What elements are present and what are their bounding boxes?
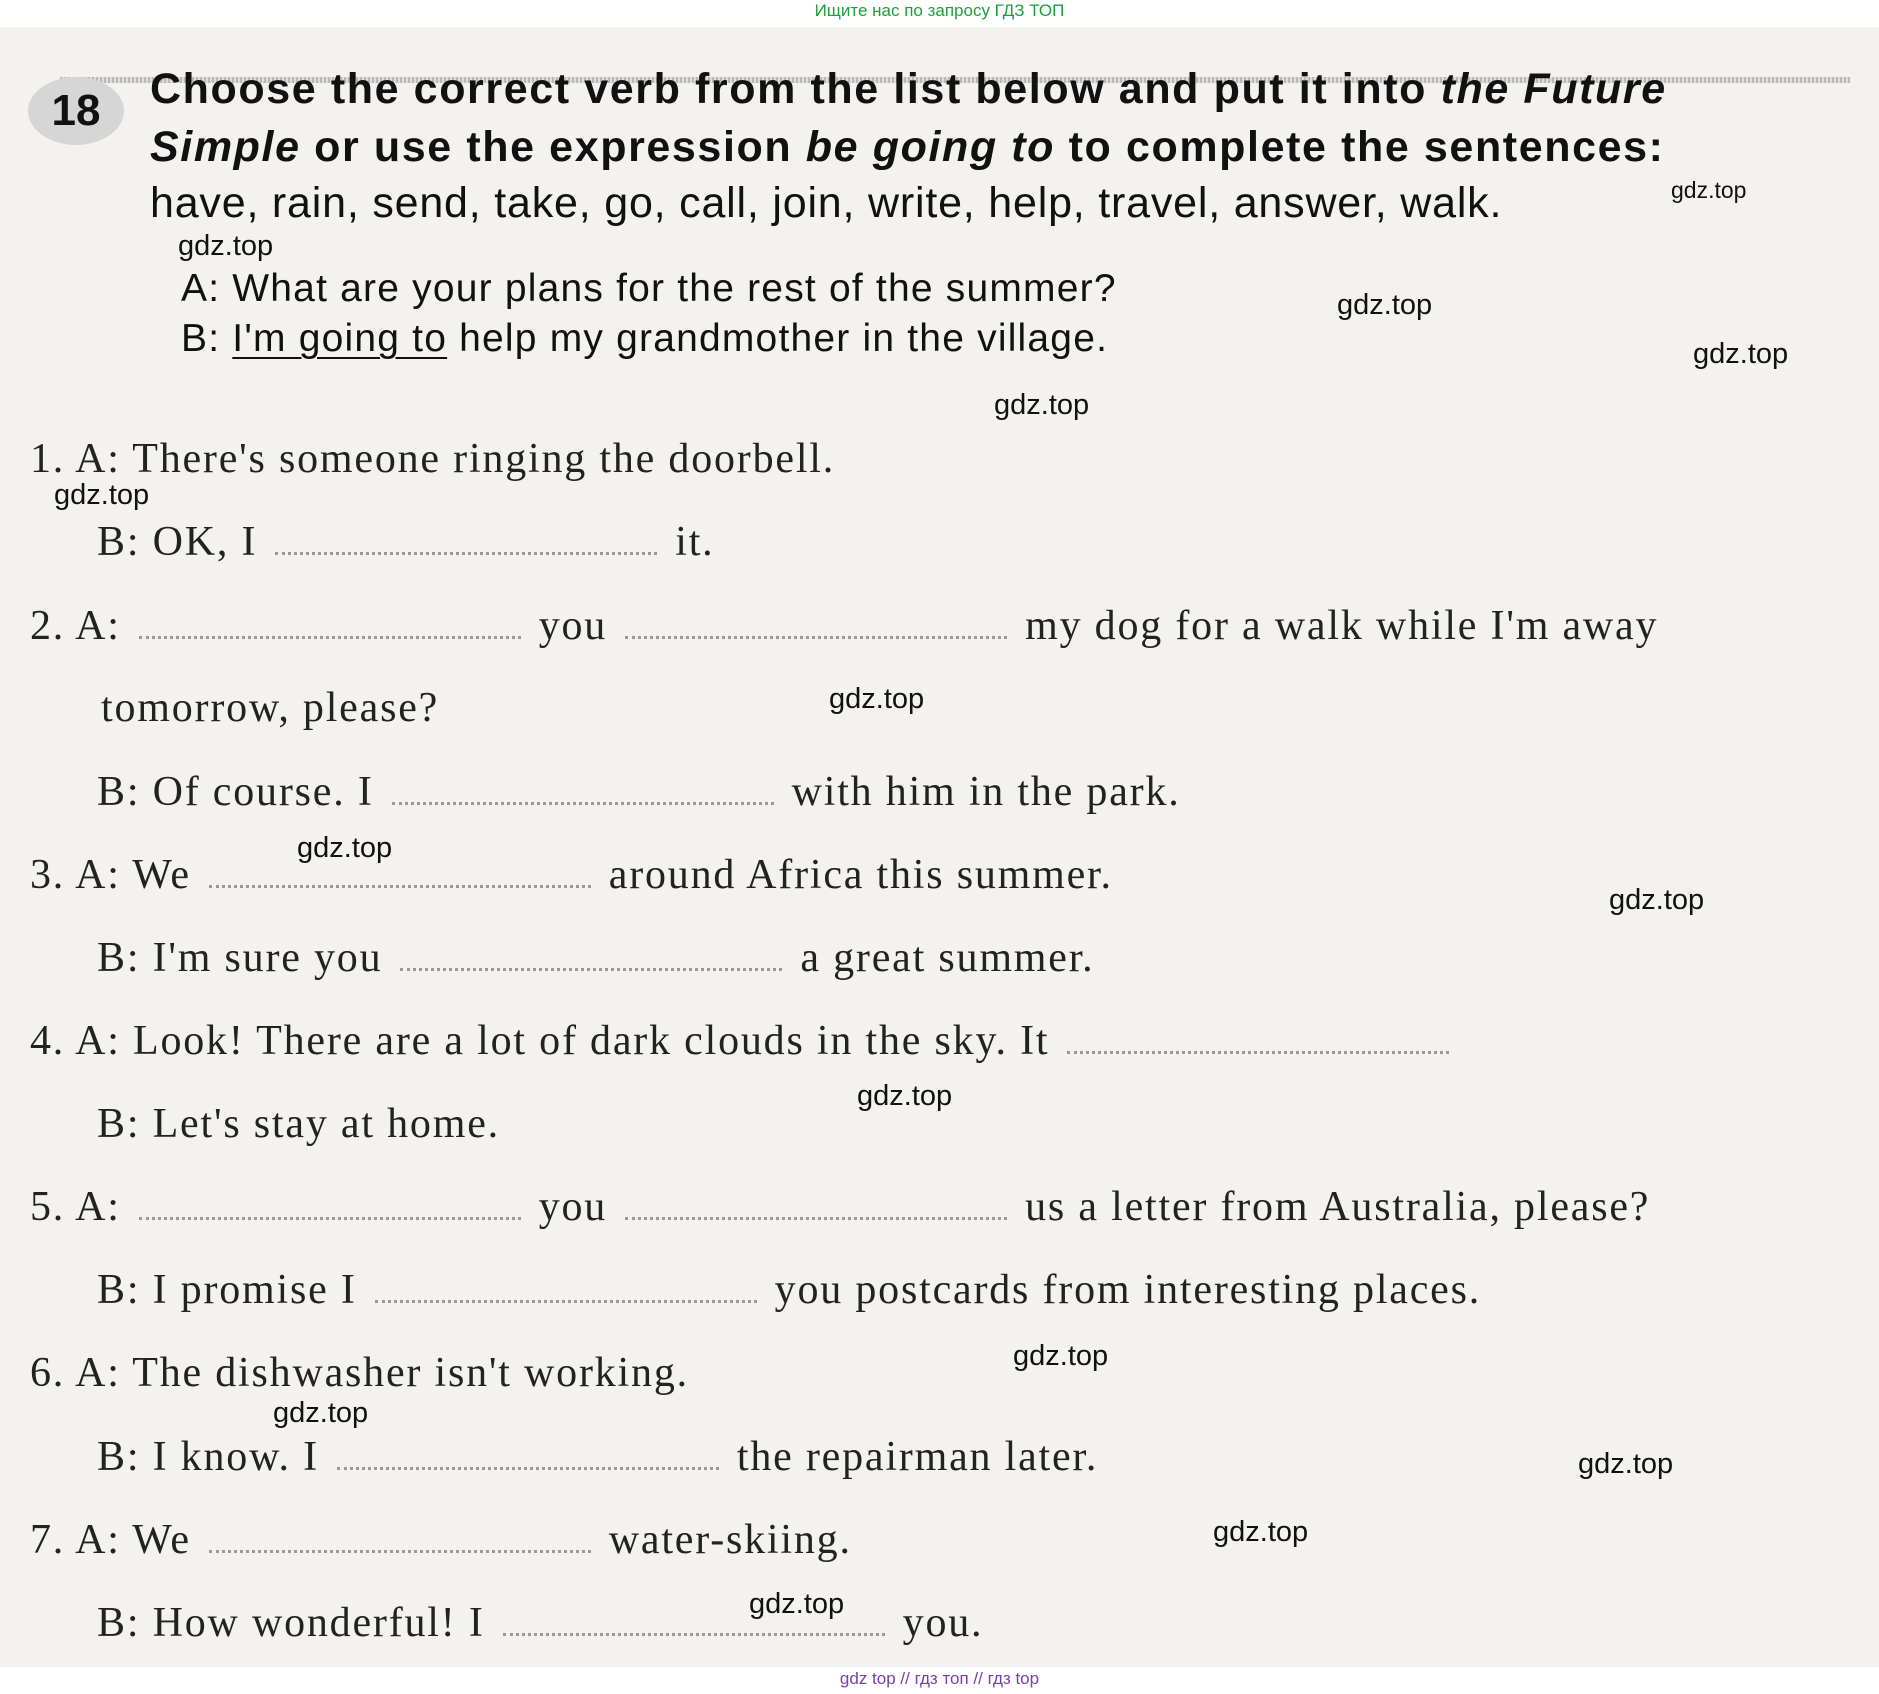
item-3-line-a: 3. A: We around Africa this summer. [30, 852, 1113, 898]
item-2-line-a: 2. A: you my dog for a walk while I'm away [30, 603, 1659, 649]
watermark: gdz.top [273, 1397, 369, 1429]
watermark: gdz.top [1213, 1516, 1309, 1548]
watermark: gdz.top [297, 832, 393, 864]
item-2-line-b: B: Of course. I with him in the park. [97, 769, 1181, 815]
item-1-line-a: 1. A: There's someone ringing the doorbell. [30, 436, 836, 482]
item-4-line-a: 4. A: Look! There are a lot of dark clouds in the sky. It [30, 1017, 1467, 1065]
top-site-note: Ищите нас по запросу ГДЗ ТОП [814, 1, 1065, 20]
watermark: gdz.top [1337, 289, 1433, 321]
item-6-line-a: 6. A: The dishwasher isn't working. [30, 1350, 689, 1396]
answer-blank[interactable] [625, 632, 1007, 639]
answer-blank[interactable] [209, 1546, 591, 1553]
watermark: gdz.top [994, 389, 1090, 421]
watermark: gdz.top [749, 1588, 845, 1620]
example-line-a: A: What are your plans for the rest of the summer? [181, 267, 1117, 310]
item-7-line-a: 7. A: We water-skiing. [30, 1517, 852, 1563]
item-7-line-b: B: How wonderful! I you. [97, 1600, 984, 1646]
textbook-page [0, 27, 1879, 1667]
item-3-line-b: B: I'm sure you a great summer. [97, 935, 1095, 981]
item-6-line-b: B: I know. I the repairman later. [97, 1434, 1099, 1480]
answer-blank[interactable] [400, 964, 782, 971]
watermark: gdz.top [1693, 338, 1789, 370]
answer-blank[interactable] [275, 548, 657, 555]
answer-blank[interactable] [139, 1213, 521, 1220]
watermark: gdz.top [54, 479, 150, 511]
answer-blank[interactable] [375, 1296, 757, 1303]
item-5-line-b: B: I promise I you postcards from interesting places. [97, 1267, 1482, 1313]
watermark: gdz.top [1013, 1340, 1109, 1372]
instruction-line-2: Simple or use the expression be going to to complete the sentences: [150, 123, 1665, 171]
item-2-line-a-cont: tomorrow, please? [101, 685, 440, 731]
answer-blank[interactable] [337, 1463, 719, 1470]
watermark: gdz.top [178, 230, 274, 262]
answer-blank[interactable] [209, 881, 591, 888]
answer-blank[interactable] [1067, 1047, 1449, 1054]
example-answer: I'm going to [232, 317, 448, 360]
verb-list: have, rain, send, take, go, call, join, write, help, travel, answer, walk. [150, 179, 1503, 227]
item-4-line-b: B: Let's stay at home. [97, 1101, 500, 1147]
answer-blank[interactable] [392, 798, 774, 805]
bottom-site-note: gdz top // гдз топ // гдз top [839, 1669, 1040, 1688]
item-1-line-b: B: OK, I it. [97, 519, 715, 565]
watermark: gdz.top [1671, 177, 1747, 203]
answer-blank[interactable] [625, 1213, 1007, 1220]
example-line-b: B: I'm going to help my grandmother in the village. [181, 317, 1109, 360]
watermark: gdz.top [1609, 884, 1705, 916]
watermark: gdz.top [829, 683, 925, 715]
answer-blank[interactable] [503, 1629, 885, 1636]
task-number-badge: 18 [28, 77, 124, 145]
watermark: gdz.top [857, 1080, 953, 1112]
instruction-line-1: Choose the correct verb from the list below and put it into the Future [150, 65, 1667, 113]
watermark: gdz.top [1578, 1448, 1674, 1480]
answer-blank[interactable] [139, 632, 521, 639]
item-5-line-a: 5. A: you us a letter from Australia, please? [30, 1184, 1651, 1230]
